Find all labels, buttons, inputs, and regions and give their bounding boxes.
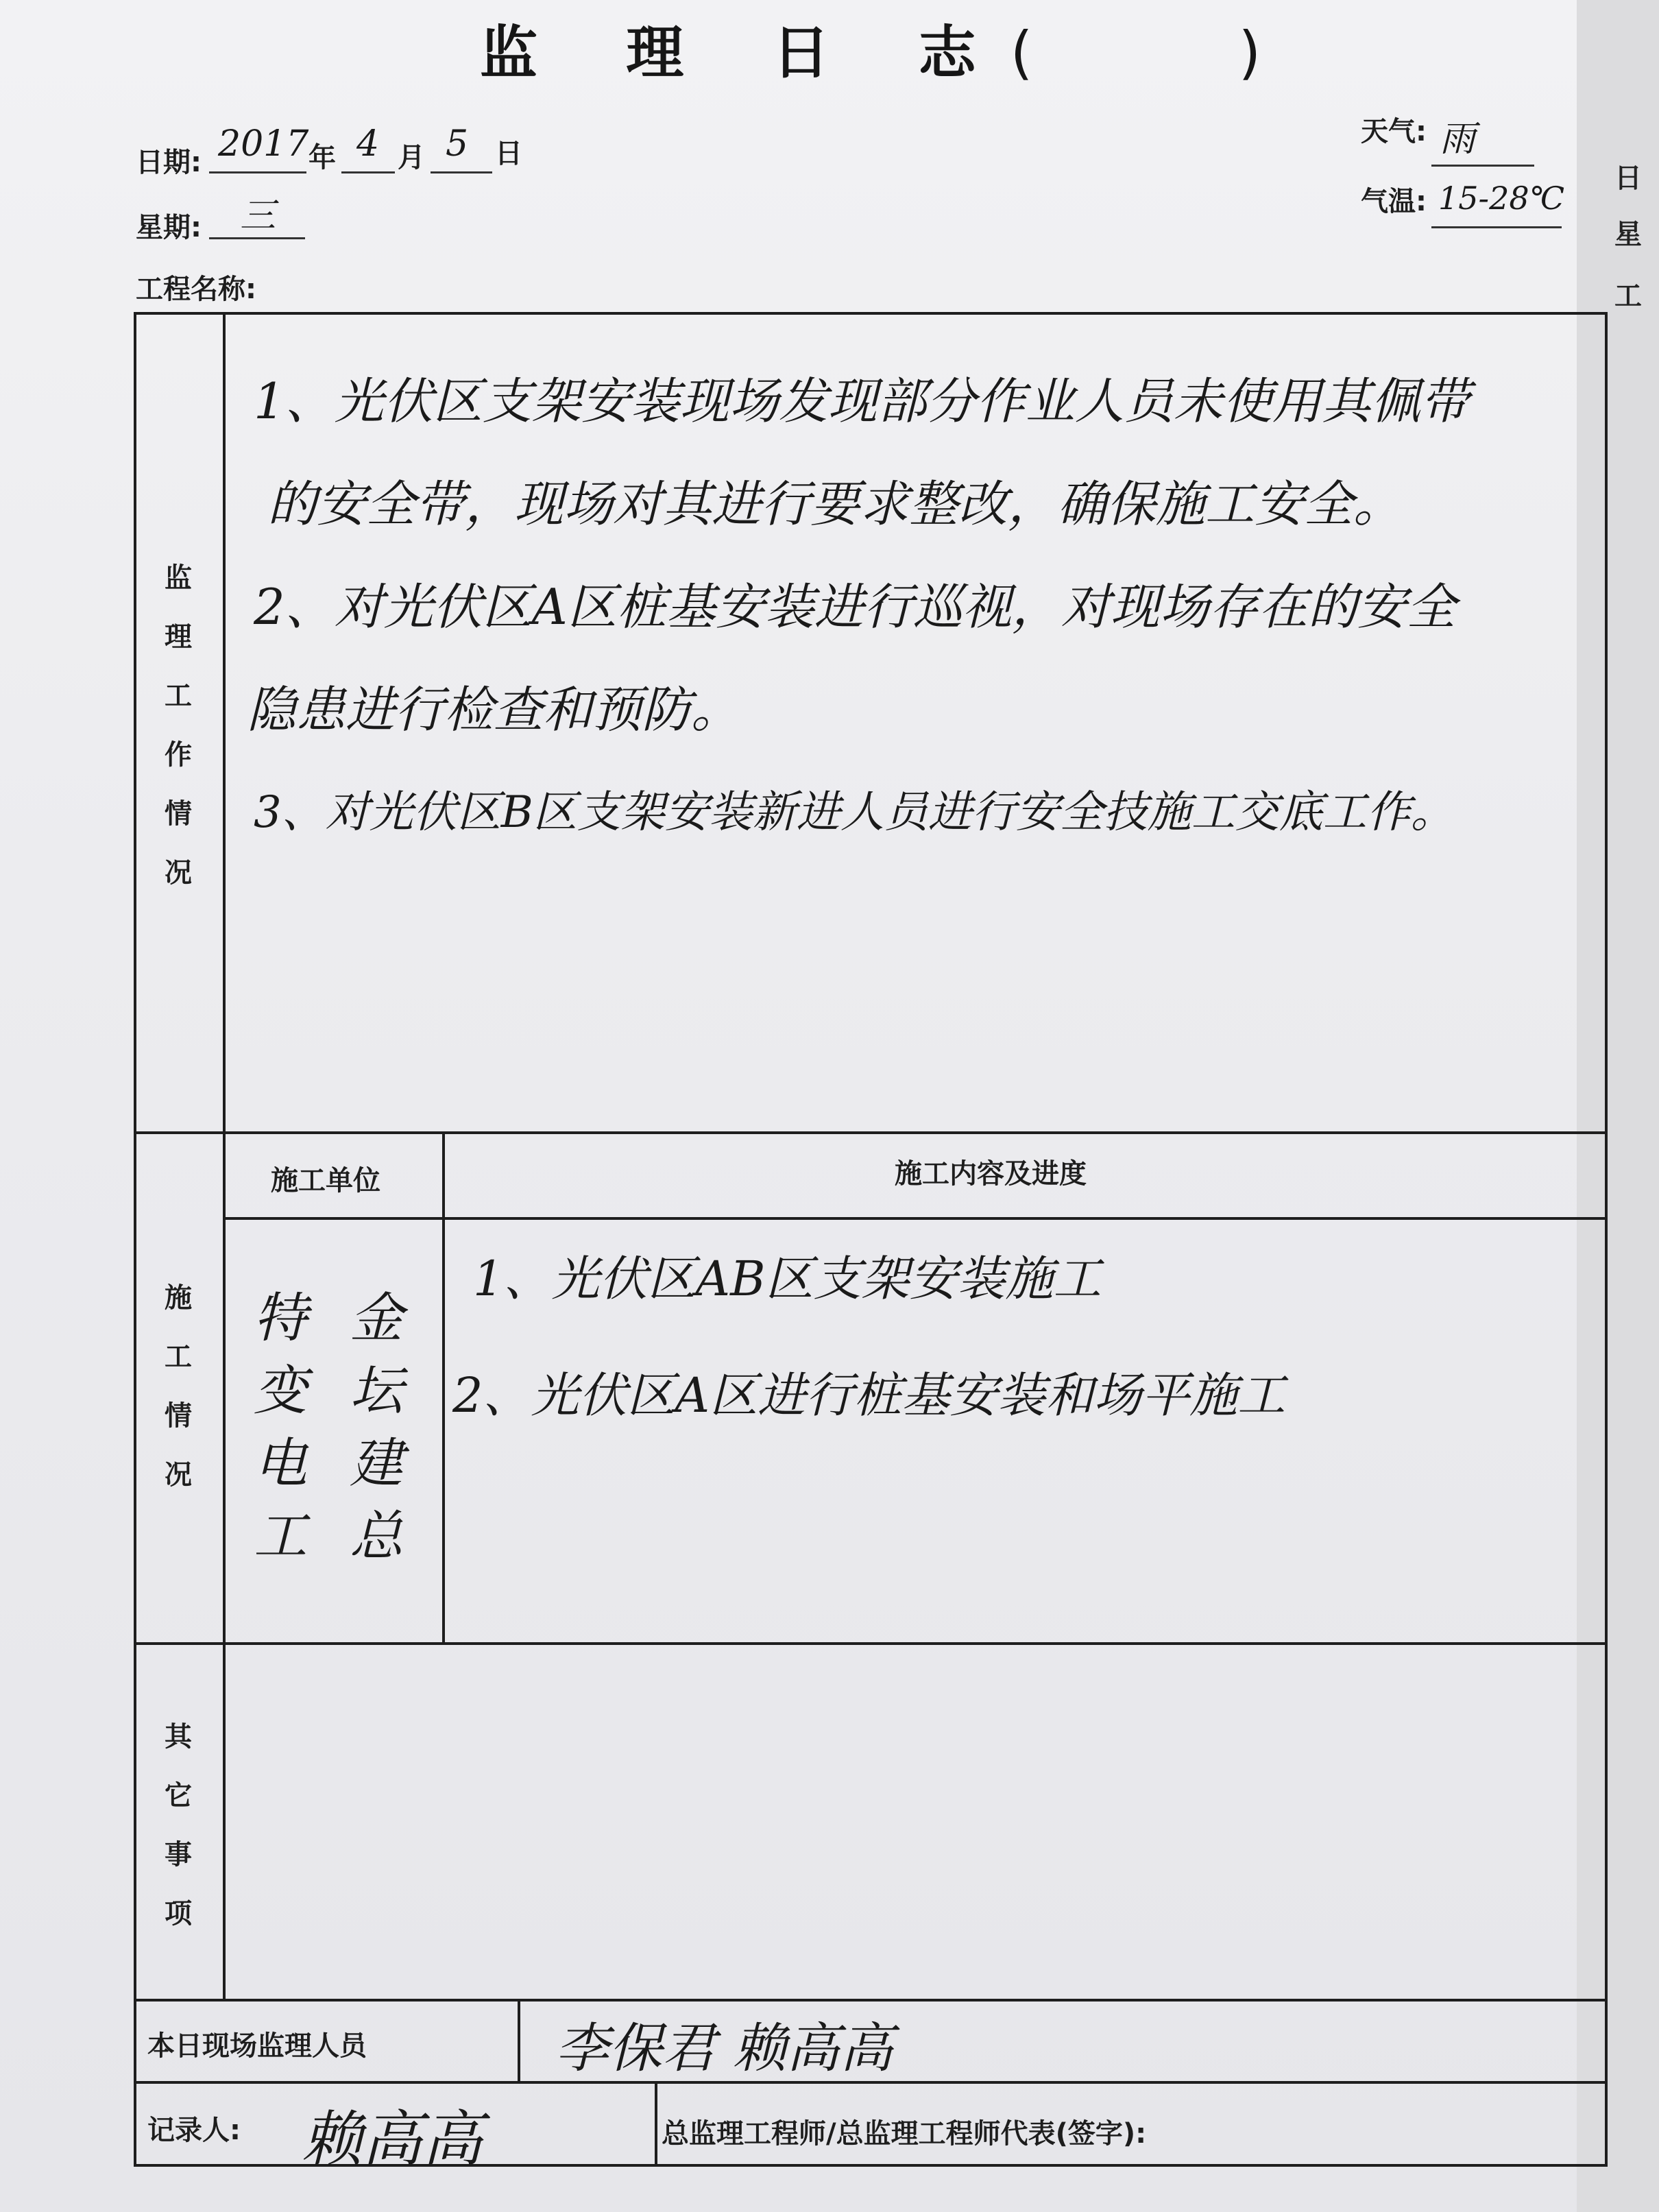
month-unit: 月 xyxy=(398,142,425,173)
work-entry-line: 1、光伏区支架安装现场发现部分作业人员未使用其佩带 xyxy=(254,372,1470,430)
label-char: 工 xyxy=(165,1341,192,1373)
page-title xyxy=(480,7,1261,90)
temperature-underline xyxy=(1431,226,1562,228)
label-char: 工 xyxy=(165,680,192,712)
year-unit: 年 xyxy=(308,142,336,173)
back-page-char: 星 xyxy=(1614,219,1642,250)
unit-char: 工 xyxy=(254,1506,308,1567)
weekday-value: 三 xyxy=(240,195,276,237)
back-page-char: 工 xyxy=(1614,280,1642,312)
project-name-label: 工程名称: xyxy=(136,274,256,305)
label-char: 其 xyxy=(165,1721,192,1753)
work-entry-line: 2、对光伏区A区桩基安装进行巡视，对现场存在的安全 xyxy=(254,578,1456,636)
staff-names: 李保君 赖高高 xyxy=(555,2018,893,2080)
back-page-char: 日 xyxy=(1614,163,1642,194)
label-char: 项 xyxy=(165,1898,192,1930)
construction-header-line xyxy=(223,1217,1608,1220)
work-entry-line: 隐患进行检查和预防。 xyxy=(247,681,741,738)
label-char: 事 xyxy=(165,1839,192,1871)
unit-char: 坛 xyxy=(350,1360,404,1422)
date-month-underline xyxy=(341,171,395,173)
date-day-underline xyxy=(431,171,492,173)
recorder-label: 记录人: xyxy=(147,2115,241,2146)
recorder-signature: 赖高高 xyxy=(302,2104,483,2174)
construction-content-line: 1、光伏区AB区支架安装施工 xyxy=(473,1251,1102,1307)
title-paren-close: ) xyxy=(1238,19,1261,86)
label-char: 它 xyxy=(165,1780,192,1812)
label-char: 监 xyxy=(165,562,192,594)
label-char: 况 xyxy=(165,1459,192,1491)
weather-value: 雨 xyxy=(1440,119,1476,160)
other-section-label xyxy=(158,1707,199,1943)
chief-engineer-label: 总监理工程师/总监理工程师代表(签字): xyxy=(662,2118,1147,2150)
label-char: 作 xyxy=(165,739,192,771)
construction-section-bottom-line xyxy=(134,1642,1608,1645)
work-section-bottom-line xyxy=(134,1131,1608,1134)
label-column-divider xyxy=(223,312,226,1999)
unit-char: 特 xyxy=(254,1288,308,1349)
date-year-value: 2017 xyxy=(218,123,309,165)
construction-unit-column-1 xyxy=(254,1282,308,1573)
construction-unit-column-2 xyxy=(350,1282,404,1573)
date-year-underline xyxy=(209,171,306,173)
other-section-bottom-line xyxy=(134,1999,1608,2001)
unit-char: 电 xyxy=(254,1433,308,1495)
weather-underline xyxy=(1431,165,1534,167)
unit-char: 金 xyxy=(350,1288,404,1349)
construction-section-label xyxy=(158,1269,199,1504)
staff-label-divider xyxy=(518,1999,520,2081)
unit-column-header: 施工单位 xyxy=(271,1165,380,1197)
content-column-header: 施工内容及进度 xyxy=(895,1158,1087,1190)
label-char: 况 xyxy=(165,857,192,889)
day-unit: 日 xyxy=(495,138,522,169)
unit-char: 变 xyxy=(254,1360,308,1422)
unit-char: 总 xyxy=(350,1506,404,1567)
recorder-divider xyxy=(655,2081,657,2167)
title-text: 监 理 日 志 xyxy=(480,19,1010,86)
temperature-label: 气温: xyxy=(1361,186,1427,217)
label-char: 施 xyxy=(165,1282,192,1314)
unit-column-divider xyxy=(442,1131,445,1642)
title-paren-open: ( xyxy=(1010,19,1033,86)
label-char: 情 xyxy=(165,1400,192,1432)
work-section-label xyxy=(158,549,199,902)
label-char: 理 xyxy=(165,621,192,653)
staff-label: 本日现场监理人员 xyxy=(147,2030,367,2062)
work-entry-line: 的安全带，现场对其进行要求整改，确保施工安全。 xyxy=(267,475,1403,533)
date-label: 日期: xyxy=(136,147,202,178)
unit-char: 建 xyxy=(350,1433,404,1495)
weather-label: 天气: xyxy=(1361,116,1427,147)
date-day-value: 5 xyxy=(446,123,469,165)
label-char: 情 xyxy=(165,798,192,830)
temperature-value: 15-28℃ xyxy=(1438,180,1565,217)
work-entry-line: 3、对光伏区B区支架安装新进人员进行安全技施工交底工作。 xyxy=(254,787,1455,838)
date-month-value: 4 xyxy=(356,123,380,165)
construction-content-line: 2、光伏区A区进行桩基安装和场平施工 xyxy=(452,1367,1286,1423)
weekday-label: 星期: xyxy=(136,212,202,243)
